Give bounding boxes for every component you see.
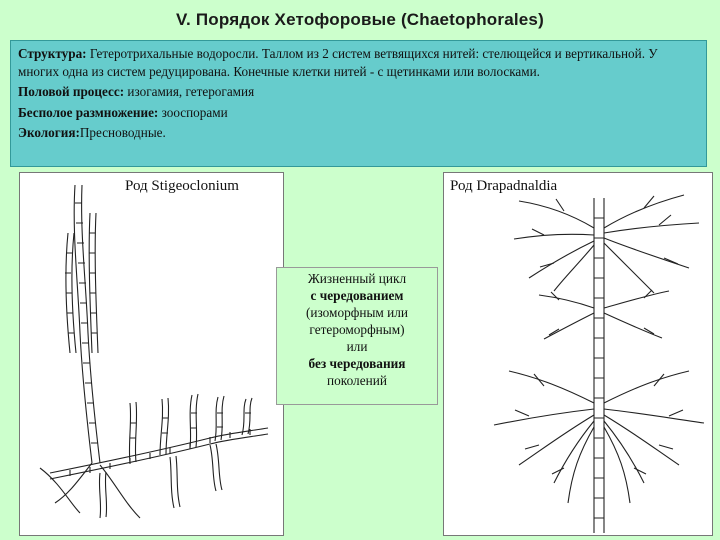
cycle-line-7: поколений	[327, 373, 387, 388]
cycle-line-1: Жизненный цикл	[307, 271, 407, 286]
asexual-text: зооспорами	[158, 104, 228, 120]
cycle-line-4: гетероморфным)	[309, 322, 405, 337]
cycle-line-6: без чередования	[308, 356, 406, 371]
sexual-text: изогамия, гетерогамия	[124, 84, 255, 100]
ecology-paragraph	[18, 124, 699, 142]
structure-label: Структура:	[18, 46, 87, 61]
stigeoclonium-drawing	[20, 173, 285, 537]
sexual-paragraph	[18, 83, 699, 101]
drapadnaldia-caption: Род Drapadnaldia	[450, 178, 558, 194]
drapadnaldia-illustration	[443, 172, 713, 536]
drapadnaldia-drawing	[444, 173, 714, 537]
ecology-text: Пресноводные.	[79, 125, 166, 141]
cycle-line-2: с чередованием	[310, 288, 404, 303]
structure-text: Гетеротрихальные водоросли. Таллом из 2 систем ветвящихся нитей: стелющейся и вертикальной. У многих одна из систем редуцирована. Конечные клетки нитей - с щетинками или волосками.	[18, 46, 658, 79]
structure-paragraph	[18, 45, 699, 80]
cycle-line-5: или	[346, 339, 368, 354]
sexual-label: Половой процесс:	[18, 84, 125, 100]
life-cycle-box	[276, 267, 438, 405]
info-box	[10, 40, 707, 167]
asexual-paragraph	[18, 104, 699, 122]
stigeoclonium-caption: Род Stigeoclonium	[125, 178, 239, 194]
asexual-label: Бесполое размножение:	[18, 104, 159, 120]
stigeoclonium-illustration	[19, 172, 284, 536]
ecology-label: Экология:	[18, 125, 80, 141]
cycle-line-3: (изоморфным или	[305, 305, 409, 320]
slide-title: V. Порядок Хетофоровые (Chaetophorales)	[176, 10, 544, 29]
